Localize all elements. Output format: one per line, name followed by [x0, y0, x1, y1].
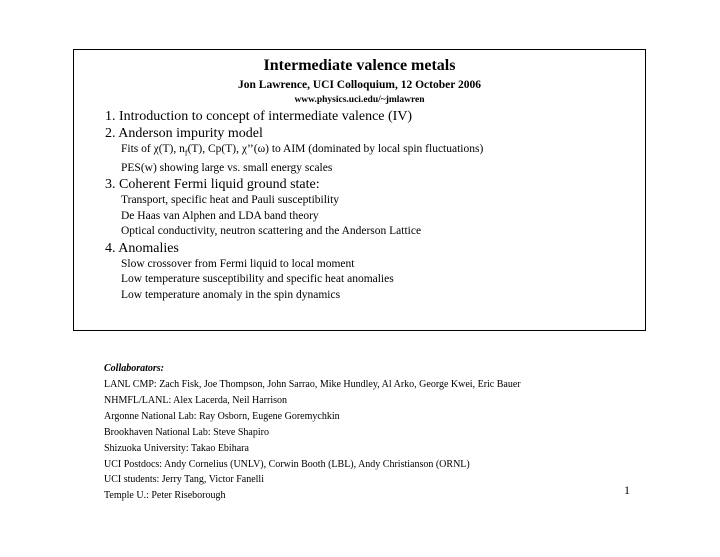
- outline-subitem-spin-dynamics: Low temperature anomaly in the spin dynamics: [121, 288, 341, 301]
- outline-subitem-low-temp-anomalies: Low temperature susceptibility and specific heat anomalies: [121, 273, 394, 286]
- collaborator-line: UCI Postdocs: Andy Cornelius (UNLV), Corwin Booth (LBL), Andy Christianson (ORNL): [104, 458, 470, 470]
- outline-subitem-pes: PES(w) showing large vs. small energy scales: [121, 161, 333, 174]
- collaborators-heading: Collaborators:: [104, 363, 165, 374]
- page-number: 1: [624, 483, 630, 497]
- fits-text-start: Fits of χ(T), n: [121, 143, 185, 155]
- outline-subitem-optical: Optical conductivity, neutron scattering and the Anderson Lattice: [121, 225, 422, 238]
- collaborator-line: Argonne National Lab: Ray Osborn, Eugene Goremychkin: [104, 410, 340, 422]
- collaborators-section: [104, 363, 604, 504]
- collaborator-line: Shizuoka University: Takao Ebihara: [104, 442, 249, 454]
- outline-item-anderson-impurity: 2. Anderson impurity model: [105, 126, 263, 141]
- collaborator-line: Temple U.: Peter Riseborough: [104, 490, 226, 502]
- outline-subitem-fits: [105, 142, 635, 161]
- collaborator-line: UCI students: Jerry Tang, Victor Fanelli: [104, 474, 264, 486]
- slide-subtitle: Jon Lawrence, UCI Colloquium, 12 October 2006: [238, 79, 481, 91]
- outline-subitem-transport: Transport, specific heat and Pauli susceptibility: [121, 194, 340, 207]
- outline-box: [73, 49, 646, 331]
- slide-title: Intermediate valence metals: [263, 57, 456, 74]
- outline-subitem-crossover: Slow crossover from Fermi liquid to local moment: [121, 257, 355, 270]
- collaborator-line: NHMFL/LANL: Alex Lacerda, Neil Harrison: [104, 394, 288, 406]
- talk-outline: [105, 108, 635, 303]
- fits-subscript: f: [184, 148, 188, 158]
- homepage-url: www.physics.uci.edu/~jmlawren: [294, 95, 425, 105]
- collaborator-line: Brookhaven National Lab: Steve Shapiro: [104, 426, 269, 438]
- outline-item-anomalies: 4. Anomalies: [105, 240, 179, 256]
- outline-item-fermi-liquid: 3. Coherent Fermi liquid ground state:: [105, 177, 320, 193]
- outline-subitem-dhva: De Haas van Alphen and LDA band theory: [121, 209, 319, 222]
- fits-text-end: (T), Cp(T), χ’’(ω) to AIM (dominated by local spin fluctuations): [187, 143, 484, 155]
- outline-item-introduction: 1. Introduction to concept of intermediate valence (IV): [105, 109, 413, 124]
- collaborator-line: LANL CMP: Zach Fisk, Joe Thompson, John Sarrao, Mike Hundley, Al Arko, George Kwei, Eric Bauer: [104, 379, 521, 390]
